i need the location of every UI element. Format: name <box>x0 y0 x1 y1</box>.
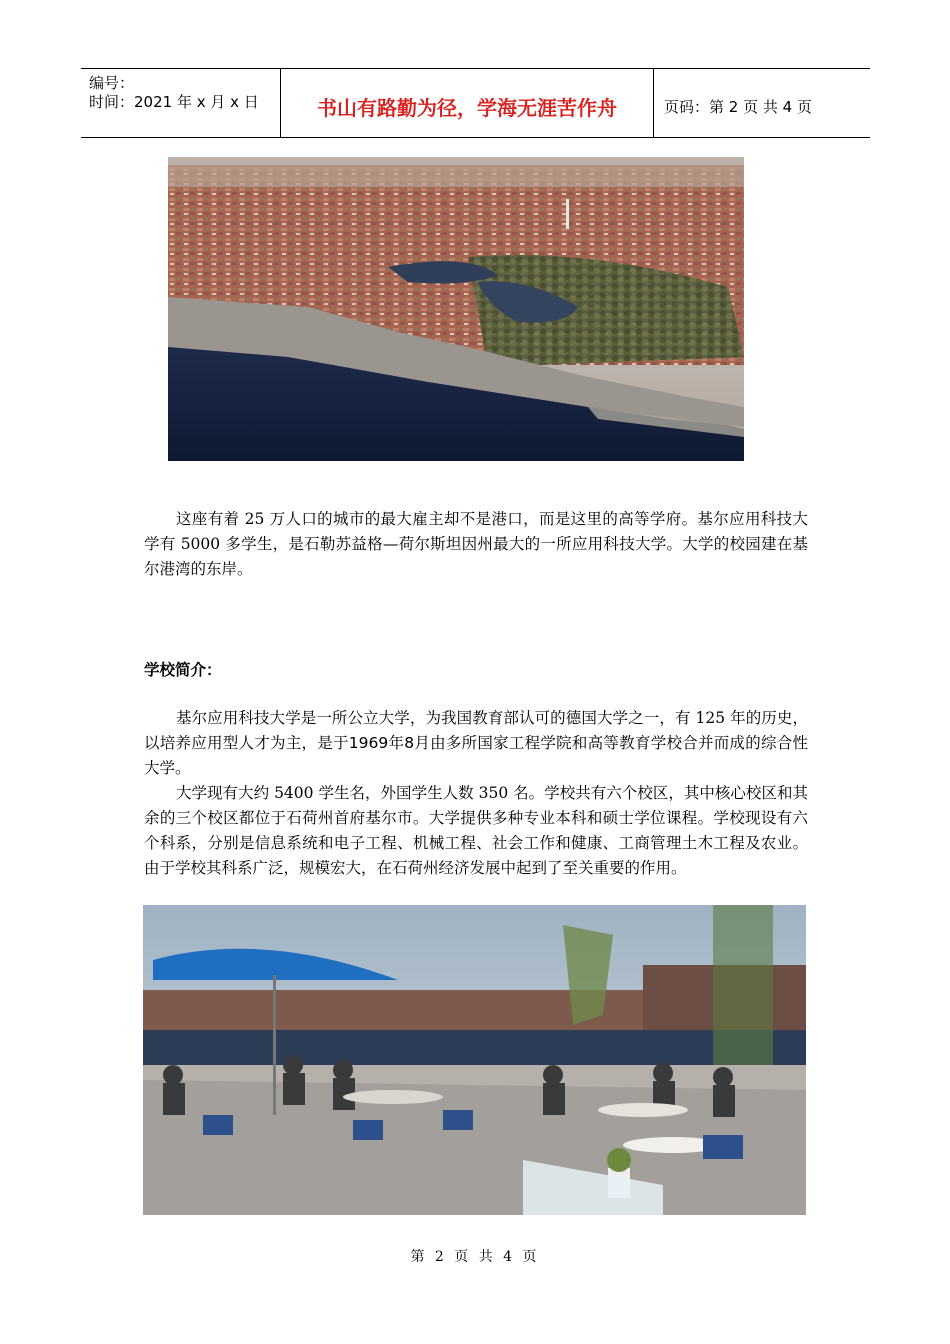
document-header <box>81 68 870 138</box>
header-page-info: 页码：第 2 页 共 4 页 <box>664 97 812 116</box>
header-motto: 书山有路勤为径，学海无涯苦作舟 <box>281 69 654 137</box>
para1-month: 8 <box>404 734 415 752</box>
para1-text-c: 月由多所国家工程学院和高等教育学校合并而成的综合性大学。 <box>144 734 808 777</box>
para1-text-b: 年 <box>388 734 405 752</box>
date-line: 时间：2021 年 x 月 x 日 <box>89 93 259 111</box>
number-label: 编号： <box>89 74 135 92</box>
section-heading: 学校简介： <box>144 660 222 679</box>
para1-year: 1969 <box>348 734 389 752</box>
school-intro-paragraph-1 <box>144 706 808 781</box>
campus-terrace-photo <box>143 905 806 1215</box>
page-footer: 第 2 页 共 4 页 <box>410 1249 540 1265</box>
para1-text-a: 基尔应用科技大学是一所公立大学，为我国教育部认可的德国大学之一，有 125 年的历史，以培养应用型人才为主，是于 <box>144 709 808 752</box>
school-intro-paragraph-2: 大学现有大约 5400 学生名，外国学生人数 350 名。学校共有六个校区，其中核心校区和其余的三个校区都位于石荷州首府基尔市。大学提供多种专业本科和硕士学位课程。学校现设有六个科系，分别是信息系统和电子工程、机械工程、社会工作和健康、工商管理土木工程及农业。由于学校其科系广泛，规模宏大，在石荷州经济发展中起到了至关重要的作用。 <box>144 784 808 877</box>
aerial-city-photo <box>168 157 744 461</box>
intro-paragraph: 这座有着 25 万人口的城市的最大雇主却不是港口，而是这里的高等学府。基尔应用科技大学有 5000 多学生，是石勒苏益格—荷尔斯坦因州最大的一所应用科技大学。大学的校园建在基尔港湾的东岸。 <box>144 510 808 578</box>
header-meta <box>81 69 281 137</box>
